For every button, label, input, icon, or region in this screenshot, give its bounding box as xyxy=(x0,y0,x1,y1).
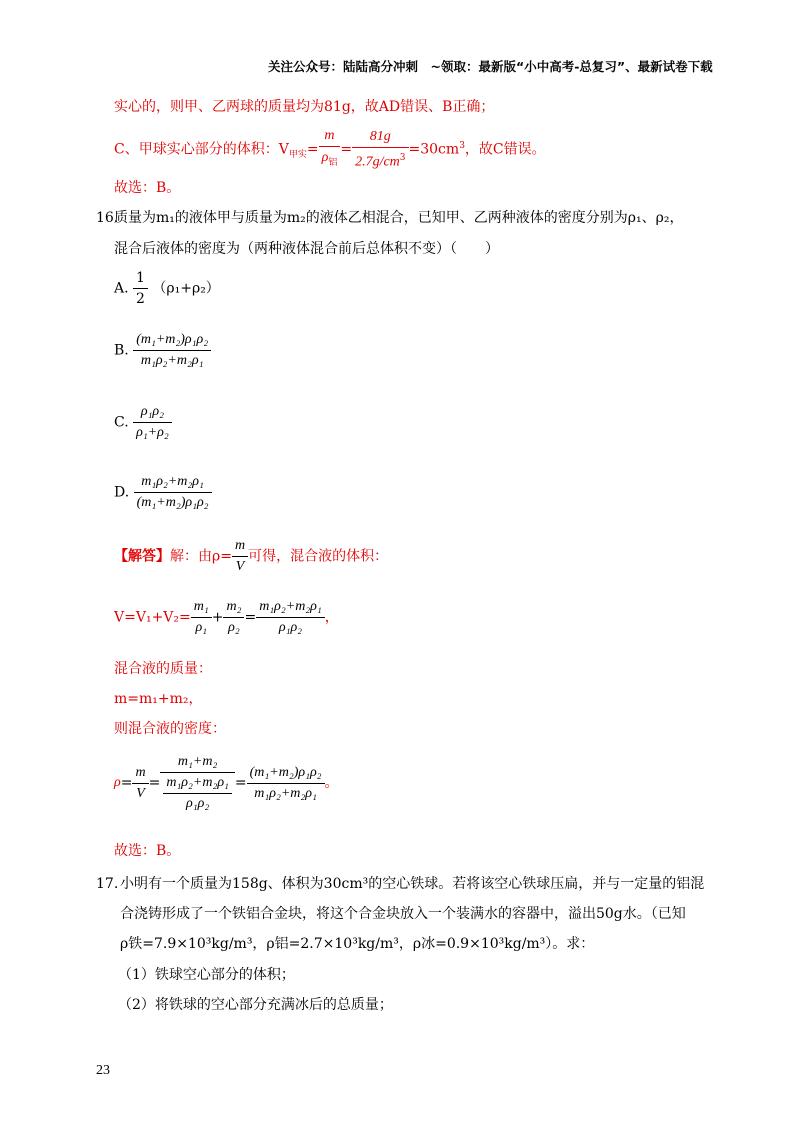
volume-plus: + xyxy=(211,609,224,626)
volume-equation xyxy=(114,597,339,638)
option-c-label: C. xyxy=(114,414,129,431)
option-d-num: m₁ρ₂+m₂ρ₁ xyxy=(134,472,212,493)
option-b-fraction xyxy=(133,330,211,371)
c-fraction-1-den-sub: 铝 xyxy=(328,157,338,168)
density-f3-den: m₁ρ₂+m₂ρ₁ xyxy=(254,785,317,801)
density-f2-den-den: ρ₁ρ₂ xyxy=(186,796,210,811)
volume-f3-num: m₁ρ₂+m₂ρ₁ xyxy=(256,597,325,618)
volume-eq: = xyxy=(244,609,257,626)
density-eq1: = xyxy=(120,775,133,791)
density-f2-inner-fraction xyxy=(163,773,232,814)
volume-f3-den: ρ₁ρ₂ xyxy=(278,620,303,635)
c-fraction-1-num: m xyxy=(319,126,341,147)
q17-sub2: （2）将铁球的空心部分充满冰后的总质量； xyxy=(118,997,393,1013)
q16-option-b xyxy=(114,330,211,371)
c-prefix: C、甲球实心部分的体积：V xyxy=(114,141,289,158)
q16-option-d xyxy=(114,472,212,513)
density-rho: ρ xyxy=(114,775,121,790)
density-eq2: = xyxy=(148,775,161,791)
c-fraction-2 xyxy=(352,127,408,173)
c-fraction-1 xyxy=(319,126,341,173)
prev-solution-c-line: C、甲球实心部分的体积：$V_{甲实}=$ $\frac{m}{\rho_铝}$ = $\frac{81g}{2.7g/cm^3}$ $=30cm^3$，故C错误。 xyxy=(114,126,546,173)
option-d-label: D. xyxy=(114,484,130,501)
option-c-num: ρ₁ρ₂ xyxy=(133,402,172,423)
option-d-fraction xyxy=(134,472,212,513)
q17-number: 17. xyxy=(96,876,119,892)
q17-line1: 小明有一个质量为158g、体积为30cm³的空心铁球。若将该空心铁球压扁，并与一定量的铝混 xyxy=(120,876,705,892)
q16-option-a xyxy=(114,268,220,309)
intro-fraction xyxy=(232,536,248,577)
q16-number: 16. xyxy=(96,210,119,226)
prev-answer: 故选：B。 xyxy=(114,180,181,196)
density-tail: 。 xyxy=(324,775,339,791)
c-fraction-2-den-sup: 3 xyxy=(399,152,406,163)
volume-f1-num: m₁ xyxy=(191,597,212,618)
density-f2-den-num: m₁ρ₂+m₂ρ₁ xyxy=(163,773,232,794)
option-b-den: m₁ρ₂+m₂ρ₁ xyxy=(140,353,204,368)
c-fraction-2-num: 81g xyxy=(352,127,408,148)
option-d-den: (m₁+m₂)ρ₁ρ₂ xyxy=(136,495,209,510)
c-result: =30cm xyxy=(408,141,460,158)
density-f2-num: m₁+m₂ xyxy=(160,752,235,773)
q16-option-c xyxy=(114,402,172,443)
density-fraction-3 xyxy=(247,763,325,804)
option-a-den: 2 xyxy=(136,291,145,307)
density-equation xyxy=(114,752,339,814)
q16-line1: 质量为m₁的液体甲与质量为m₂的液体乙相混合，已知甲、乙两种液体的密度分别为ρ₁、ρ₂， xyxy=(114,210,684,226)
solution16-answer: 故选：B。 xyxy=(114,843,181,859)
mass-label: 混合液的质量： xyxy=(114,661,212,677)
option-a-label: A. xyxy=(114,280,129,297)
density-label: 则混合液的密度： xyxy=(114,721,226,737)
volume-fraction-3 xyxy=(256,597,325,638)
volume-f1-den: ρ₁ xyxy=(195,620,208,635)
volume-f2-num: m₂ xyxy=(223,597,244,618)
volume-tail: ， xyxy=(324,609,339,626)
prev-solution-line: 实心的，则甲、乙两球的质量均为81g，故AD错误、B正确； xyxy=(114,99,495,115)
page-header: 关注公众号：陆陆高分冲刺 ~领取：最新版“小中高考-总复习”、最新试卷下载 xyxy=(268,59,713,74)
q17-line3: ρ铁=7.9×10³kg/m³，ρ铝=2.7×10³kg/m³，ρ冰=0.9×10³kg/m³）。求： xyxy=(120,936,595,952)
volume-f2-den: ρ₂ xyxy=(228,620,240,635)
solution-intro-b: 可得，混合液的体积： xyxy=(248,548,389,565)
q17-line2: 合浇铸形成了一个铁铝合金块，将这个合金块放入一个装满水的容器中，溢出50g水。（已知 xyxy=(120,906,686,922)
density-f1-den: V xyxy=(136,785,145,801)
density-f3-num: (m₁+m₂)ρ₁ρ₂ xyxy=(247,763,325,784)
q16-line2: 混合后液体的密度为（两种液体混合前后总体积不变）（ ） xyxy=(114,241,499,257)
page-number: 23 xyxy=(96,1063,110,1078)
volume-fraction-2 xyxy=(223,597,244,638)
q17-sub1: （1）铁球空心部分的体积； xyxy=(118,967,295,983)
option-a-fraction xyxy=(133,268,148,309)
option-a-num: 1 xyxy=(133,268,148,289)
solution16-intro xyxy=(114,536,388,577)
c-sub: 甲实 xyxy=(288,150,307,161)
option-c-fraction xyxy=(133,402,172,443)
option-b-num: (m₁+m₂)ρ₁ρ₂ xyxy=(133,330,211,351)
mass-equation: m=m₁+m₂， xyxy=(114,691,203,707)
c-tail: ，故C错误。 xyxy=(464,141,546,158)
c-fraction-2-den: 2.7g/cm xyxy=(355,154,400,170)
option-b-label: B. xyxy=(114,342,129,359)
intro-fraction-num: m xyxy=(232,536,248,557)
c-fraction-1-den: ρ xyxy=(321,150,329,165)
solution-intro-a: 解：由ρ= xyxy=(170,548,232,565)
density-fraction-2 xyxy=(160,752,235,814)
density-fraction-1 xyxy=(132,763,148,804)
solution-tag: 【解答】 xyxy=(114,548,170,565)
intro-fraction-den: V xyxy=(235,559,245,574)
density-f1-num: m xyxy=(132,763,148,784)
option-c-den: ρ₁+ρ₂ xyxy=(136,425,169,440)
density-eq3: = xyxy=(234,775,247,791)
volume-lhs: V=V₁+V₂= xyxy=(114,609,191,626)
volume-fraction-1 xyxy=(191,597,212,638)
c-result-sup: 3 xyxy=(459,140,465,151)
option-a-tail: （ρ₁+ρ₂） xyxy=(152,280,220,297)
